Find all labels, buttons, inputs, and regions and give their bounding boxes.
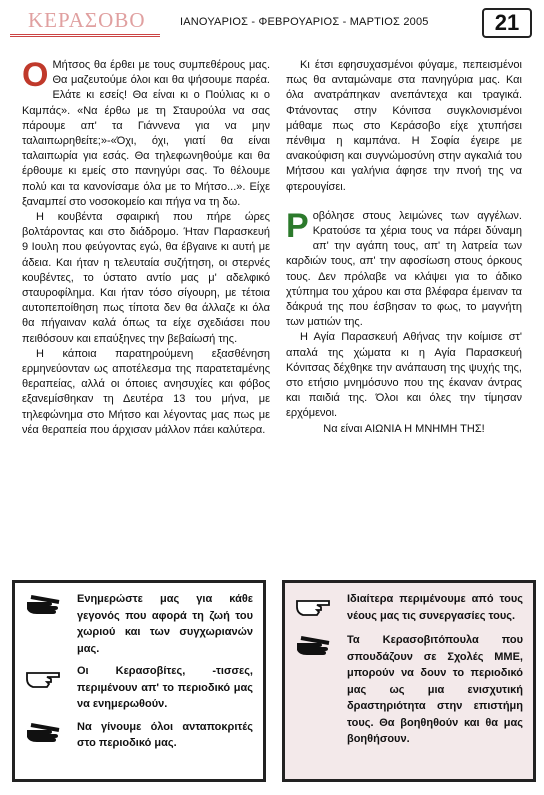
notice-box-left xyxy=(12,580,266,782)
paragraph-5 xyxy=(286,206,522,331)
notice-box-right xyxy=(282,580,536,782)
drop-cap-r: Ρ xyxy=(286,206,309,245)
header-title-rule xyxy=(10,10,160,37)
page-title: ΚΕΡΑΣΟΒΟ xyxy=(28,8,146,32)
notice-text: Οι Κερασοβίτες, -τισσες, περιμένουν απ' το περιοδικό μας να ενημερωθούν. xyxy=(77,665,253,710)
notice-text: Να γίνουμε όλοι ανταποκριτές στο περιοδικό μας. xyxy=(77,720,253,749)
notice-item xyxy=(25,719,253,752)
paragraph-2: Η κουβέντα σφαιρική που πήρε ώρες βολτάροντας και στο διάδρομο. Ήταν Παρασκευή 9 Ιουλη που φεύγοντας εγώ, θα έβγαινε κι αυτή με άδεια. Και ήταν η τελευταία συζήτηση, οι στερνές κουβέντες, το ύστατο αντίο μας μ' αδελφικό σταυροφίλημα. Και ήταν τόσο σίγουρη, με τέτοια αυτοπεποίθηση πως τίποτα δεν θα άλλαζε κι όλα θα πήγαιναν καλά όπως τα είχε σχεδιάσει που πειθόσουν και επαύξηνες την βεβαίωσή της. xyxy=(22,211,270,345)
pointing-hand-icon xyxy=(295,634,337,658)
text-column-right xyxy=(286,58,522,437)
pointing-hand-icon xyxy=(25,665,67,689)
paragraph-6: Η Αγία Παρασκευή Αθήνας την κοίμισε στ' απαλά της χώματα κι η Αγία Παρασκευή Κόνιτσας δέχθηκε την ανάπαυση της ψυχής της, στο ετήσιο μνημόσυνο που της έκαναν άντρας και παιδιά της. Όλοι και όλες την τίμησαν ερχόμενοι. xyxy=(286,331,522,420)
pointing-hand-icon xyxy=(25,593,67,617)
notice-text: Ιδιαίτερα περιμένουμε από τους νέους μας τις συνεργασίες τους. xyxy=(347,593,523,622)
notice-item xyxy=(25,663,253,713)
paragraph-4: Κι έτσι εφησυχασμένοι φύγαμε, πεπεισμένοι πως θα ανταμώναμε στα πανηγύρια μας. Και όλα ανατράπηκαν ανεπάντεχα και τραγικά. Φτάνοντας στην Κόνιτσα συγκλονισμένοι μάθαμε πως στο Κεράσοβο είχε χτυπήσει πένθιμα η καμπάνα. Η Σοφία έγειρε με ανακούφιση και συγνώμοσύνη στην αγκαλιά του Μήτσου και γαλήνια άφησε την πνοή της να φτερουγίσει. xyxy=(286,59,522,193)
notice-text: Τα Κερασοβιτόπουλα που σπουδάζουν σε Σχολές ΜΜΕ, μπορούν να δουν το περιοδικό μας ως μια ενισχυτική δραστηριότητα στην επιστήμη τους. Θα βοηθηθούν και θα μας βοηθήσουν. xyxy=(347,634,523,745)
paragraph-text: Μήτσος θα έρθει με τους συμπεθέρους μας. Θα μαζευτούμε όλοι και θα ψήσουμε παρέα. Ελάτε κι εσείς! Θα είναι κι ο Πούλιας κι ο Καμπάς». «Να έρθω με τη Σταυρούλα να σας πάρουμε απ' τα Γιάννενα για να μην ταλαιπωρηθείτε;»-«Όχι, όχι, γιατί θα είναι ταλαιπωρία για εσάς. Θα τηλεφωνηθούμε και θα έρθουμε κι εμείς στο πανηγύρι σας. Το θέλουμε πολύ και τα κανονίσαμε όλα με το Μήτσο...». Είχε ξαναμπεί στο νοσοκομείο και πήγα να τη δω. xyxy=(22,59,270,208)
paragraph-1 xyxy=(22,58,270,210)
notice-item xyxy=(295,591,523,624)
notice-item xyxy=(295,632,523,748)
notice-item xyxy=(25,591,253,657)
page-number: 21 xyxy=(482,8,532,38)
pointing-hand-icon xyxy=(295,593,337,617)
page-header xyxy=(10,6,534,42)
notice-text: Ενημερώστε μας για κάθε γεγονός που αφορά τη ζωή του χωριού και των συγχωριανών μας. xyxy=(77,593,253,655)
text-column-left xyxy=(22,58,270,438)
issue-months: ΙΑΝΟΥΑΡΙΟΣ - ΦΕΒΡΟΥΑΡΙΟΣ - ΜΑΡΤΙΟΣ 2005 xyxy=(180,16,429,28)
paragraph-text: οβόλησε στους λειμώνες των αγγέλων. Κρατούσε τα χέρια τους να πάρει δύναμη απ' την αγάπη τους, απ' τη λατρεία των καρδιών τους, απ' την αφοσίωση στους όρκους τους. Δεν πρόλαβε να κλάψει για το άδικο χτύπημα του χάρου και στα βλέφαρα έμειναν τα δάκρυά της που έσβησαν το φως, το μαγνήτη των ματιών της. xyxy=(286,209,522,329)
closing-line: Να είναι ΑΙΩΝΙΑ Η ΜΝΗΜΗ ΤΗΣ! xyxy=(323,422,485,435)
pointing-hand-icon xyxy=(25,721,67,745)
paragraph-3: Η κάποια παρατηρούμενη εξασθένηση ερμηνεύονταν ως αποτέλεσμα της παρατεταμένης θεραπείας, αλλά οι όποιες ανησυχίες και φόβος εξανεμίσθηκαν τη Δευτέρα 13 του μήνα, με τηλεφώνημα στο Μήτσο και λέγοντας μας πως με νέα θεραπεία που άρχισαν μάλλον πάει καλύτερα. xyxy=(22,347,270,436)
drop-cap-o: Ο xyxy=(22,56,49,94)
